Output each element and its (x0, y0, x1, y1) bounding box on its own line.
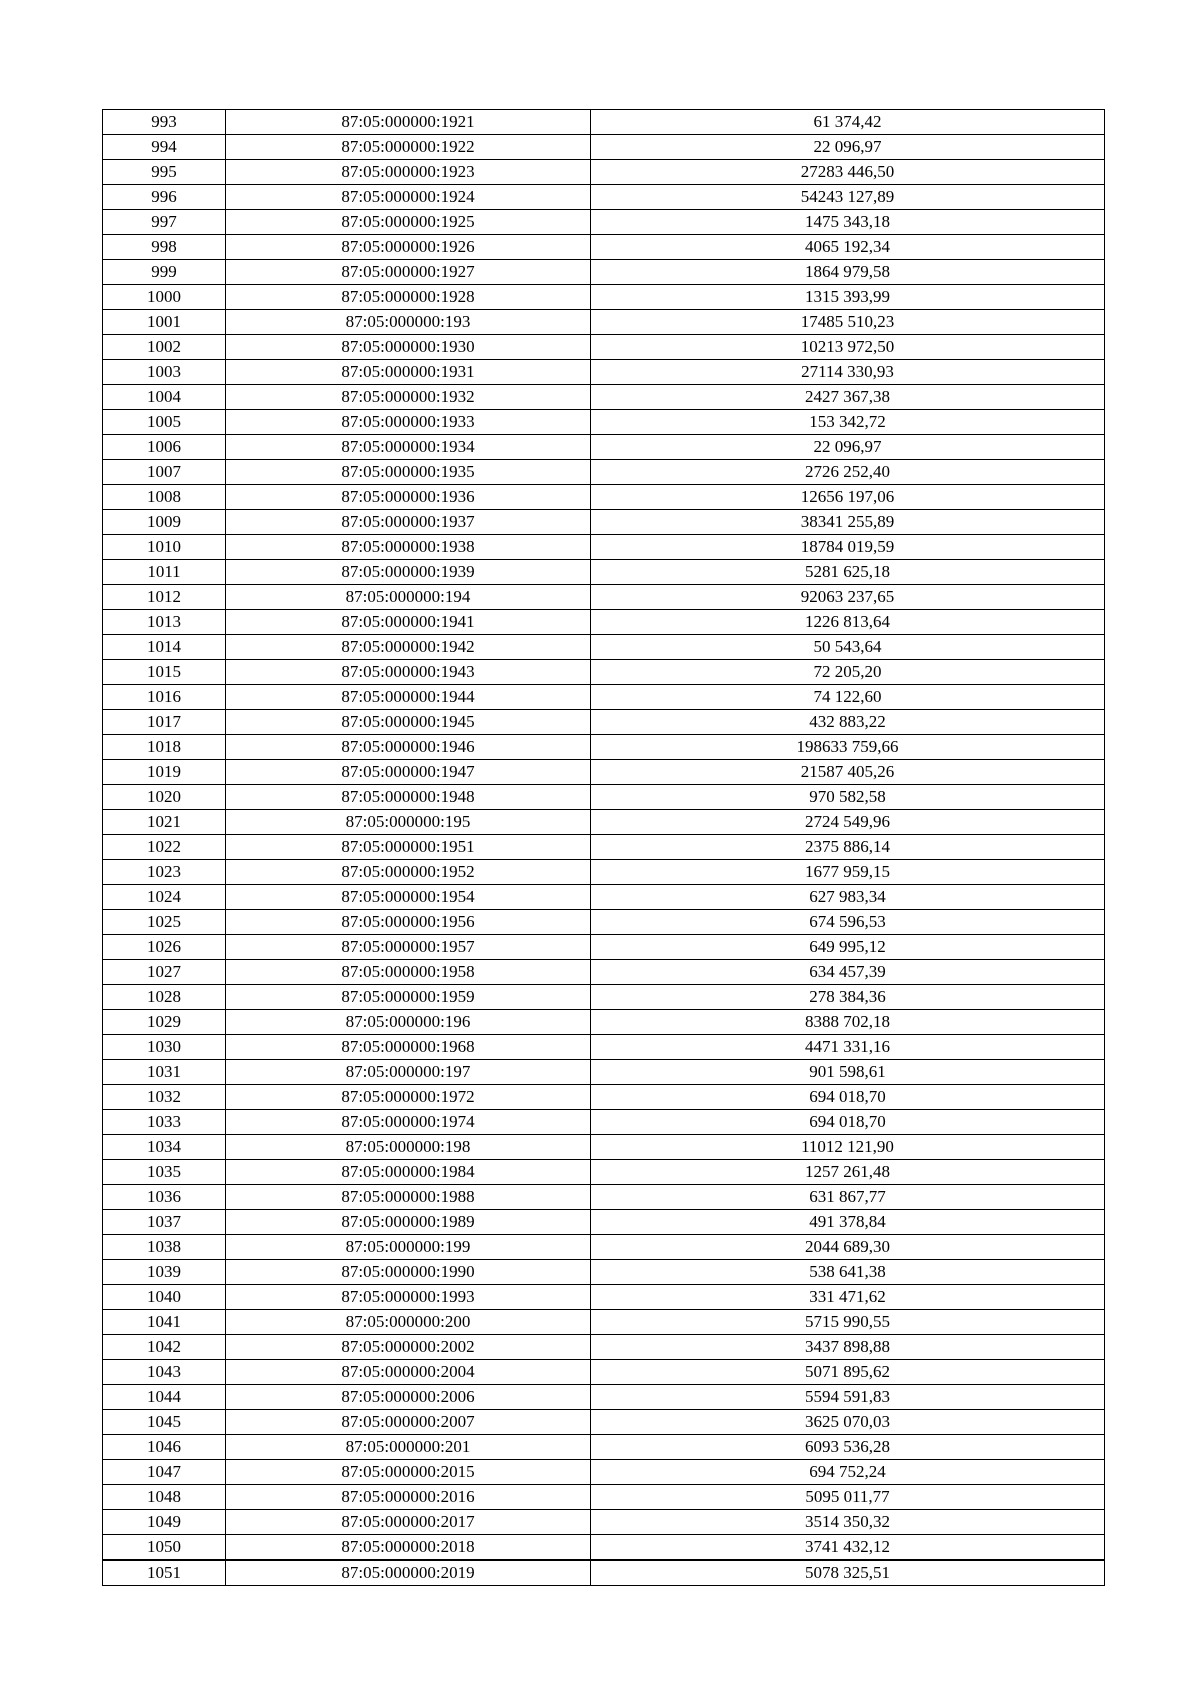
row-number-cell: 1023 (103, 860, 226, 885)
cadastral-number-cell: 87:05:000000:1934 (226, 435, 591, 460)
cadastral-value-cell: 2044 689,30 (591, 1235, 1105, 1260)
table-row (103, 1110, 1105, 1135)
cadastral-number-cell: 87:05:000000:1984 (226, 1160, 591, 1185)
row-number-cell: 996 (103, 185, 226, 210)
table-row (103, 435, 1105, 460)
cadastral-value-cell: 1475 343,18 (591, 210, 1105, 235)
cadastral-number-cell: 87:05:000000:196 (226, 1010, 591, 1035)
table-row (103, 1535, 1105, 1561)
cadastral-value-cell: 38341 255,89 (591, 510, 1105, 535)
cadastral-value-cell: 694 018,70 (591, 1110, 1105, 1135)
table-row (103, 1460, 1105, 1485)
table-row (103, 260, 1105, 285)
row-number-cell: 1008 (103, 485, 226, 510)
table-row (103, 1035, 1105, 1060)
row-number-cell: 1009 (103, 510, 226, 535)
cadastral-number-cell: 87:05:000000:199 (226, 1235, 591, 1260)
cadastral-value-cell: 198633 759,66 (591, 735, 1105, 760)
row-number-cell: 995 (103, 160, 226, 185)
cadastral-number-cell: 87:05:000000:1928 (226, 285, 591, 310)
cadastral-number-cell: 87:05:000000:2006 (226, 1385, 591, 1410)
cadastral-value-cell: 278 384,36 (591, 985, 1105, 1010)
row-number-cell: 1011 (103, 560, 226, 585)
table-row (103, 885, 1105, 910)
row-number-cell: 1037 (103, 1210, 226, 1235)
cadastral-number-cell: 87:05:000000:1935 (226, 460, 591, 485)
cadastral-value-cell: 1257 261,48 (591, 1160, 1105, 1185)
table-row (103, 985, 1105, 1010)
row-number-cell: 1025 (103, 910, 226, 935)
cadastral-number-cell: 87:05:000000:2007 (226, 1410, 591, 1435)
table-row (103, 1560, 1105, 1586)
row-number-cell: 1051 (103, 1560, 226, 1586)
cadastral-value-cell: 5715 990,55 (591, 1310, 1105, 1335)
cadastral-number-cell: 87:05:000000:1945 (226, 710, 591, 735)
cadastral-value-cell: 2375 886,14 (591, 835, 1105, 860)
cadastral-number-cell: 87:05:000000:1923 (226, 160, 591, 185)
cadastral-number-cell: 87:05:000000:1948 (226, 785, 591, 810)
table-row (103, 1335, 1105, 1360)
cadastral-value-cell: 92063 237,65 (591, 585, 1105, 610)
table-row (103, 1085, 1105, 1110)
row-number-cell: 1018 (103, 735, 226, 760)
row-number-cell: 1041 (103, 1310, 226, 1335)
table-row (103, 1210, 1105, 1235)
cadastral-value-cell: 901 598,61 (591, 1060, 1105, 1085)
cadastral-value-cell: 5078 325,51 (591, 1560, 1105, 1586)
row-number-cell: 1049 (103, 1510, 226, 1535)
table-row (103, 335, 1105, 360)
cadastral-value-cell: 2724 549,96 (591, 810, 1105, 835)
cadastral-value-cell: 627 983,34 (591, 885, 1105, 910)
cadastral-number-cell: 87:05:000000:1939 (226, 560, 591, 585)
table-row (103, 560, 1105, 585)
row-number-cell: 1007 (103, 460, 226, 485)
cadastral-value-cell: 674 596,53 (591, 910, 1105, 935)
table-row (103, 910, 1105, 935)
table-row (103, 1185, 1105, 1210)
cadastral-number-cell: 87:05:000000:1968 (226, 1035, 591, 1060)
row-number-cell: 1015 (103, 660, 226, 685)
table-row (103, 735, 1105, 760)
row-number-cell: 993 (103, 110, 226, 135)
cadastral-value-cell: 50 543,64 (591, 635, 1105, 660)
row-number-cell: 1016 (103, 685, 226, 710)
cadastral-value-cell: 2427 367,38 (591, 385, 1105, 410)
row-number-cell: 1038 (103, 1235, 226, 1260)
row-number-cell: 1047 (103, 1460, 226, 1485)
cadastral-number-cell: 87:05:000000:1958 (226, 960, 591, 985)
table-row (103, 1135, 1105, 1160)
cadastral-number-cell: 87:05:000000:1922 (226, 135, 591, 160)
row-number-cell: 1040 (103, 1285, 226, 1310)
row-number-cell: 1048 (103, 1485, 226, 1510)
cadastral-number-cell: 87:05:000000:201 (226, 1435, 591, 1460)
row-number-cell: 1044 (103, 1385, 226, 1410)
cadastral-value-cell: 3437 898,88 (591, 1335, 1105, 1360)
cadastral-number-cell: 87:05:000000:2015 (226, 1460, 591, 1485)
cadastral-number-cell: 87:05:000000:1946 (226, 735, 591, 760)
cadastral-value-cell: 5281 625,18 (591, 560, 1105, 585)
cadastral-number-cell: 87:05:000000:198 (226, 1135, 591, 1160)
cadastral-number-cell: 87:05:000000:1938 (226, 535, 591, 560)
cadastral-number-cell: 87:05:000000:1931 (226, 360, 591, 385)
row-number-cell: 1031 (103, 1060, 226, 1085)
cadastral-number-cell: 87:05:000000:1941 (226, 610, 591, 635)
cadastral-number-cell: 87:05:000000:1942 (226, 635, 591, 660)
table-row (103, 935, 1105, 960)
row-number-cell: 1046 (103, 1435, 226, 1460)
cadastral-value-cell: 694 752,24 (591, 1460, 1105, 1485)
row-number-cell: 1033 (103, 1110, 226, 1135)
cadastral-number-cell: 87:05:000000:2019 (226, 1560, 591, 1586)
row-number-cell: 1029 (103, 1010, 226, 1035)
cadastral-value-cell: 4065 192,34 (591, 235, 1105, 260)
table-row (103, 635, 1105, 660)
row-number-cell: 1036 (103, 1185, 226, 1210)
cadastral-value-cell: 491 378,84 (591, 1210, 1105, 1235)
cadastral-value-cell: 12656 197,06 (591, 485, 1105, 510)
table-row (103, 1310, 1105, 1335)
row-number-cell: 1032 (103, 1085, 226, 1110)
table-row (103, 210, 1105, 235)
table-row (103, 285, 1105, 310)
table-row (103, 185, 1105, 210)
row-number-cell: 1014 (103, 635, 226, 660)
cadastral-value-cell: 649 995,12 (591, 935, 1105, 960)
cadastral-number-cell: 87:05:000000:1944 (226, 685, 591, 710)
cadastral-value-cell: 5095 011,77 (591, 1485, 1105, 1510)
row-number-cell: 1045 (103, 1410, 226, 1435)
cadastral-value-cell: 1677 959,15 (591, 860, 1105, 885)
row-number-cell: 1050 (103, 1535, 226, 1561)
table-row (103, 160, 1105, 185)
cadastral-number-cell: 87:05:000000:2017 (226, 1510, 591, 1535)
table-row (103, 1360, 1105, 1385)
row-number-cell: 1020 (103, 785, 226, 810)
cadastral-number-cell: 87:05:000000:1972 (226, 1085, 591, 1110)
row-number-cell: 1022 (103, 835, 226, 860)
table-row (103, 610, 1105, 635)
table-row (103, 1235, 1105, 1260)
cadastral-value-cell: 538 641,38 (591, 1260, 1105, 1285)
cadastral-number-cell: 87:05:000000:1933 (226, 410, 591, 435)
row-number-cell: 1043 (103, 1360, 226, 1385)
row-number-cell: 1000 (103, 285, 226, 310)
cadastral-value-cell: 3514 350,32 (591, 1510, 1105, 1535)
cadastral-value-cell: 27114 330,93 (591, 360, 1105, 385)
row-number-cell: 1012 (103, 585, 226, 610)
table-row (103, 835, 1105, 860)
row-number-cell: 1005 (103, 410, 226, 435)
cadastral-value-cell: 153 342,72 (591, 410, 1105, 435)
cadastral-number-cell: 87:05:000000:1924 (226, 185, 591, 210)
cadastral-number-cell: 87:05:000000:2018 (226, 1535, 591, 1561)
row-number-cell: 1026 (103, 935, 226, 960)
table-row (103, 110, 1105, 135)
cadastral-value-cell: 18784 019,59 (591, 535, 1105, 560)
cadastral-value-cell: 61 374,42 (591, 110, 1105, 135)
cadastral-value-table (102, 109, 1105, 1586)
cadastral-value-cell: 74 122,60 (591, 685, 1105, 710)
cadastral-number-cell: 87:05:000000:1921 (226, 110, 591, 135)
cadastral-number-cell: 87:05:000000:1988 (226, 1185, 591, 1210)
cadastral-value-cell: 17485 510,23 (591, 310, 1105, 335)
cadastral-value-cell: 634 457,39 (591, 960, 1105, 985)
cadastral-value-cell: 22 096,97 (591, 435, 1105, 460)
table-row (103, 1285, 1105, 1310)
cadastral-value-cell: 6093 536,28 (591, 1435, 1105, 1460)
row-number-cell: 999 (103, 260, 226, 285)
table-row (103, 235, 1105, 260)
cadastral-number-cell: 87:05:000000:1943 (226, 660, 591, 685)
table-row (103, 1160, 1105, 1185)
row-number-cell: 997 (103, 210, 226, 235)
table-row (103, 485, 1105, 510)
table-row (103, 510, 1105, 535)
table-row (103, 960, 1105, 985)
row-number-cell: 1030 (103, 1035, 226, 1060)
cadastral-number-cell: 87:05:000000:1952 (226, 860, 591, 885)
row-number-cell: 998 (103, 235, 226, 260)
table-row (103, 810, 1105, 835)
row-number-cell: 1001 (103, 310, 226, 335)
table-row (103, 385, 1105, 410)
cadastral-value-cell: 21587 405,26 (591, 760, 1105, 785)
cadastral-value-cell: 3625 070,03 (591, 1410, 1105, 1435)
row-number-cell: 1017 (103, 710, 226, 735)
cadastral-value-cell: 970 582,58 (591, 785, 1105, 810)
row-number-cell: 1039 (103, 1260, 226, 1285)
cadastral-number-cell: 87:05:000000:1925 (226, 210, 591, 235)
row-number-cell: 1034 (103, 1135, 226, 1160)
cadastral-number-cell: 87:05:000000:1954 (226, 885, 591, 910)
table-row (103, 535, 1105, 560)
cadastral-value-cell: 331 471,62 (591, 1285, 1105, 1310)
cadastral-value-cell: 694 018,70 (591, 1085, 1105, 1110)
table-row (103, 860, 1105, 885)
table-row (103, 1485, 1105, 1510)
cadastral-number-cell: 87:05:000000:1930 (226, 335, 591, 360)
table-row (103, 1435, 1105, 1460)
cadastral-number-cell: 87:05:000000:1947 (226, 760, 591, 785)
table-row (103, 785, 1105, 810)
cadastral-number-cell: 87:05:000000:1951 (226, 835, 591, 860)
cadastral-value-cell: 4471 331,16 (591, 1035, 1105, 1060)
table-row (103, 410, 1105, 435)
cadastral-number-cell: 87:05:000000:1932 (226, 385, 591, 410)
row-number-cell: 1002 (103, 335, 226, 360)
cadastral-value-cell: 5594 591,83 (591, 1385, 1105, 1410)
row-number-cell: 1003 (103, 360, 226, 385)
cadastral-number-cell: 87:05:000000:1993 (226, 1285, 591, 1310)
cadastral-number-cell: 87:05:000000:1957 (226, 935, 591, 960)
cadastral-number-cell: 87:05:000000:1936 (226, 485, 591, 510)
table-row (103, 1510, 1105, 1535)
cadastral-number-cell: 87:05:000000:1990 (226, 1260, 591, 1285)
row-number-cell: 1010 (103, 535, 226, 560)
cadastral-number-cell: 87:05:000000:2016 (226, 1485, 591, 1510)
cadastral-number-cell: 87:05:000000:1989 (226, 1210, 591, 1235)
cadastral-number-cell: 87:05:000000:1926 (226, 235, 591, 260)
table-row (103, 1410, 1105, 1435)
table-row (103, 1060, 1105, 1085)
table-row (103, 660, 1105, 685)
cadastral-number-cell: 87:05:000000:1956 (226, 910, 591, 935)
cadastral-value-cell: 10213 972,50 (591, 335, 1105, 360)
row-number-cell: 1004 (103, 385, 226, 410)
table-row (103, 685, 1105, 710)
cadastral-number-cell: 87:05:000000:193 (226, 310, 591, 335)
cadastral-value-cell: 72 205,20 (591, 660, 1105, 685)
cadastral-value-cell: 2726 252,40 (591, 460, 1105, 485)
row-number-cell: 1006 (103, 435, 226, 460)
row-number-cell: 1028 (103, 985, 226, 1010)
table-body (103, 110, 1105, 1586)
table-row (103, 135, 1105, 160)
cadastral-number-cell: 87:05:000000:1937 (226, 510, 591, 535)
row-number-cell: 1013 (103, 610, 226, 635)
cadastral-value-cell: 5071 895,62 (591, 1360, 1105, 1385)
cadastral-value-cell: 11012 121,90 (591, 1135, 1105, 1160)
cadastral-value-cell: 27283 446,50 (591, 160, 1105, 185)
table-row (103, 1010, 1105, 1035)
row-number-cell: 1019 (103, 760, 226, 785)
cadastral-value-cell: 1226 813,64 (591, 610, 1105, 635)
cadastral-number-cell: 87:05:000000:2004 (226, 1360, 591, 1385)
table-row (103, 1260, 1105, 1285)
row-number-cell: 1042 (103, 1335, 226, 1360)
row-number-cell: 994 (103, 135, 226, 160)
cadastral-number-cell: 87:05:000000:1959 (226, 985, 591, 1010)
cadastral-value-cell: 1864 979,58 (591, 260, 1105, 285)
table-row (103, 460, 1105, 485)
cadastral-number-cell: 87:05:000000:2002 (226, 1335, 591, 1360)
cadastral-number-cell: 87:05:000000:1974 (226, 1110, 591, 1135)
row-number-cell: 1027 (103, 960, 226, 985)
cadastral-number-cell: 87:05:000000:1927 (226, 260, 591, 285)
row-number-cell: 1021 (103, 810, 226, 835)
cadastral-value-cell: 432 883,22 (591, 710, 1105, 735)
cadastral-number-cell: 87:05:000000:200 (226, 1310, 591, 1335)
cadastral-value-cell: 3741 432,12 (591, 1535, 1105, 1561)
table-row (103, 585, 1105, 610)
cadastral-number-cell: 87:05:000000:197 (226, 1060, 591, 1085)
cadastral-value-cell: 1315 393,99 (591, 285, 1105, 310)
table-row (103, 710, 1105, 735)
cadastral-value-cell: 54243 127,89 (591, 185, 1105, 210)
cadastral-value-cell: 8388 702,18 (591, 1010, 1105, 1035)
table-row (103, 360, 1105, 385)
row-number-cell: 1035 (103, 1160, 226, 1185)
table-row (103, 1385, 1105, 1410)
table-row (103, 760, 1105, 785)
cadastral-number-cell: 87:05:000000:195 (226, 810, 591, 835)
cadastral-value-cell: 22 096,97 (591, 135, 1105, 160)
row-number-cell: 1024 (103, 885, 226, 910)
cadastral-value-cell: 631 867,77 (591, 1185, 1105, 1210)
cadastral-number-cell: 87:05:000000:194 (226, 585, 591, 610)
table-row (103, 310, 1105, 335)
